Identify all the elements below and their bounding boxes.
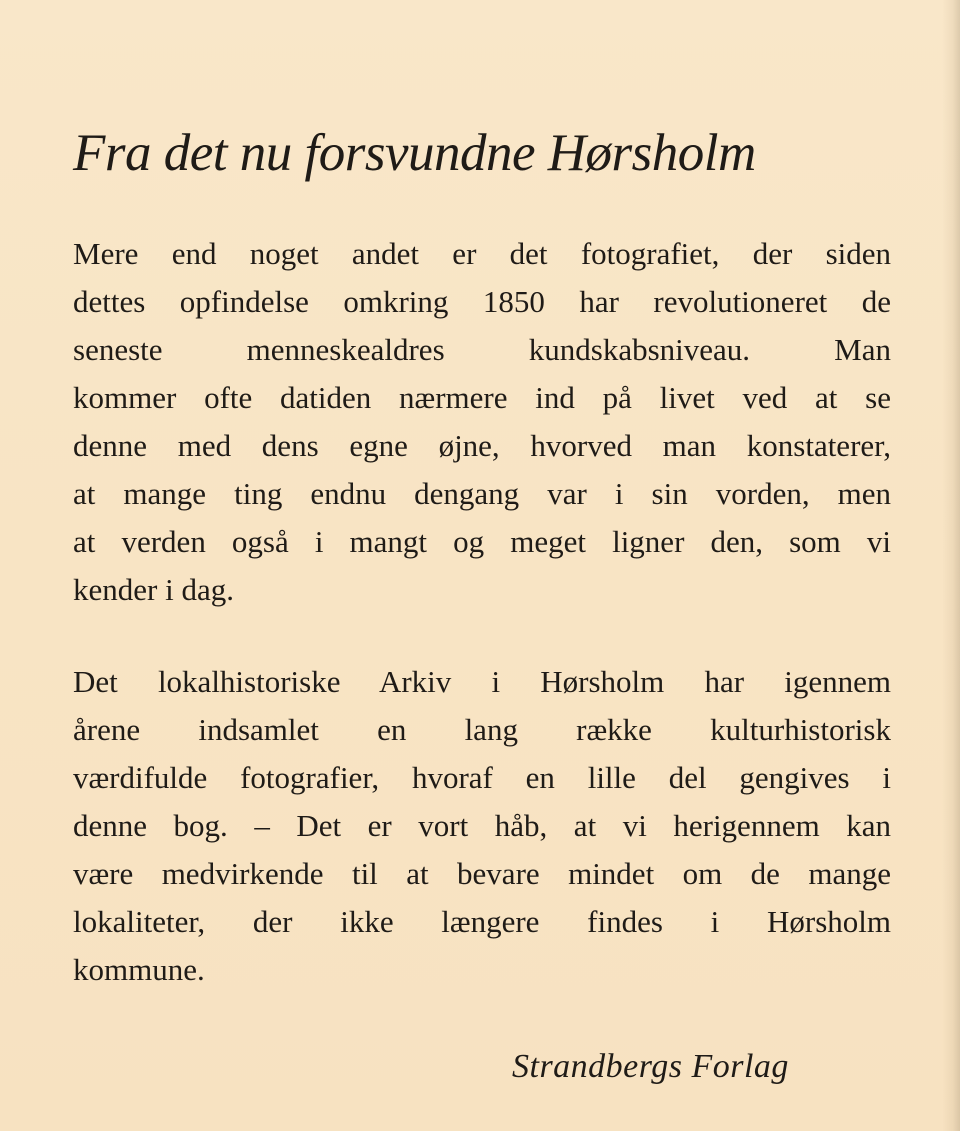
text-line: kender i dag. — [73, 572, 234, 607]
text-line: værdifulde fotografier, hvoraf en lille del gengives i — [73, 760, 891, 795]
text-line: dettes opfindelse omkring 1850 har revolutioneret de — [73, 284, 891, 319]
text-line: at verden også i mangt og meget ligner den, som vi — [73, 524, 891, 559]
text-line: at mange ting endnu dengang var i sin vorden, men — [73, 476, 891, 511]
paragraph-2 — [73, 658, 891, 994]
page-edge-shadow — [942, 0, 960, 1131]
text-line: kommune. — [73, 952, 205, 987]
paragraph-1 — [73, 230, 891, 614]
publisher-name: Strandbergs Forlag — [512, 1048, 789, 1085]
text-line: denne med dens egne øjne, hvorved man konstaterer, — [73, 428, 891, 463]
text-line: lokaliteter, der ikke længere findes i Hørsholm — [73, 904, 891, 939]
book-title: Fra det nu forsvundne Hørsholm — [73, 124, 756, 182]
text-line: kommer ofte datiden nærmere ind på livet ved at se — [73, 380, 891, 415]
text-line: seneste menneskealdres kundskabsniveau. Man — [73, 332, 891, 367]
text-line: være medvirkende til at bevare mindet om de mange — [73, 856, 891, 891]
text-line: årene indsamlet en lang række kulturhistorisk — [73, 712, 891, 747]
text-line: Det lokalhistoriske Arkiv i Hørsholm har igennem — [73, 664, 891, 699]
text-line: Mere end noget andet er det fotografiet, der siden — [73, 236, 891, 271]
text-line: denne bog. – Det er vort håb, at vi herigennem kan — [73, 808, 891, 843]
